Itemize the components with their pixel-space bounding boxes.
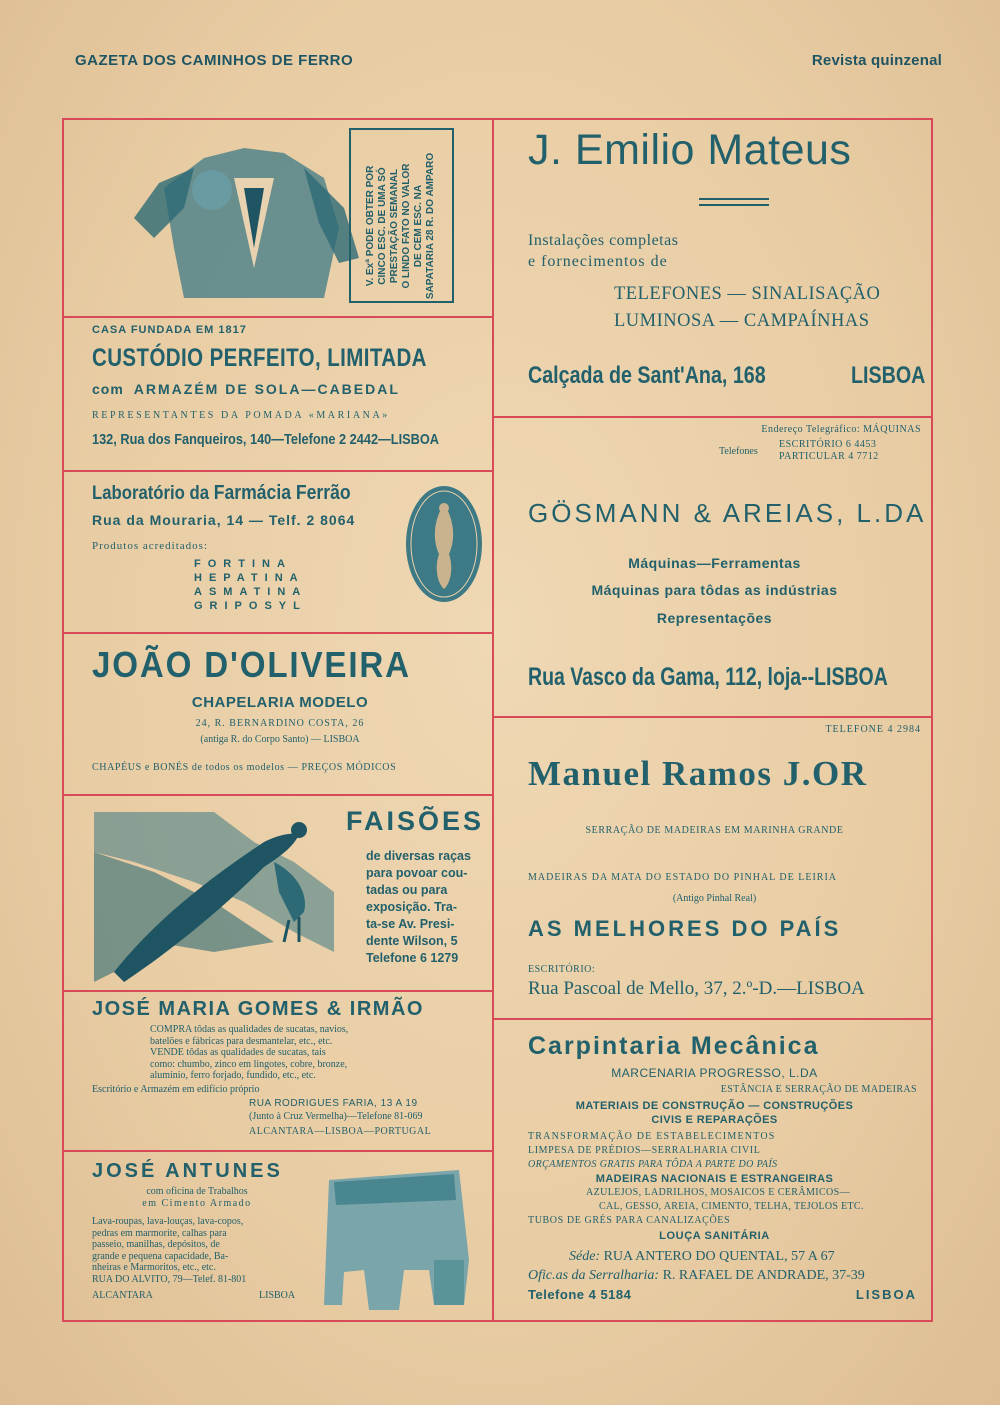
ramos-l3: (Antigo Pinhal Real) <box>672 893 757 904</box>
gomes-address: RUA RODRIGUES FARIA, 13 A 19 <box>249 1098 418 1109</box>
carp-ofic <box>528 1268 865 1284</box>
goddess-medallion-illustration <box>404 484 484 604</box>
ferrao-title-name: Farmácia Ferrão <box>213 482 351 504</box>
mateus-svc2: LUMINOSA — CAMPAÍNHAS <box>614 311 870 331</box>
pheasant-illustration <box>94 802 344 987</box>
ad-carpintaria <box>492 1018 933 1322</box>
tailor-line: CINCO ESC. DE UMA SÓ <box>377 167 388 285</box>
custodio-founded: CASA FUNDADA EM 1817 <box>92 324 247 336</box>
gosmann-phones-label: Telefones <box>719 446 758 457</box>
gosmann-telegraph: Endereço Telegráfico: MÁQUINAS <box>761 424 921 435</box>
carp-l9: CAL, GESSO, AREIA, CIMENTO, TELHA, TEJOLOS ETC. <box>599 1201 864 1212</box>
antunes-line: nheiras e Marmoritos, etc., etc. <box>92 1262 216 1273</box>
oliveira-name: JOÃO D'OLIVEIRA <box>92 644 411 685</box>
ad-mateus <box>492 118 933 418</box>
ramos-l1: SERRAÇÃO DE MADEIRAS EM MARINHA GRANDE <box>585 825 844 836</box>
journal-title: GAZETA DOS CAMINHOS DE FERRO <box>75 52 354 69</box>
ad-oliveira <box>62 632 494 796</box>
ferrao-product: HEPATINA <box>194 572 305 584</box>
antunes-line: Lava-roupas, lava-louças, lava-copos, <box>92 1216 244 1227</box>
custodio-reps: REPRESENTANTES DA POMADA «MARIANA» <box>92 410 390 421</box>
carp-l1: ESTÂNCIA E SERRAÇÃO DE MADEIRAS <box>720 1084 917 1095</box>
ad-antunes <box>62 1150 494 1322</box>
ferrao-product: ASMATINA <box>194 586 308 598</box>
gomes-line: VENDE tôdas as qualidades de sucatas, tais <box>150 1047 326 1058</box>
ferrao-product: FORTINA <box>194 558 292 570</box>
mateus-line2: e fornecimentos de <box>528 253 668 270</box>
gomes-line: alumínio, ferro forjado, fundido, etc., etc. <box>150 1070 316 1081</box>
gomes-city: ALCANTARA—LISBOA—PORTUGAL <box>249 1126 432 1137</box>
faisoes-line: Telefone 6 1279 <box>366 951 459 965</box>
mateus-divider <box>699 204 769 206</box>
ferrao-title <box>92 482 351 505</box>
cement-tub-illustration <box>314 1160 479 1315</box>
antunes-line: pedras em marmorite, calhas para <box>92 1227 227 1239</box>
antunes-sub1: com oficina de Trabalhos <box>146 1186 248 1197</box>
gomes-line: COMPRA tôdas as qualidades de sucatas, navios, <box>150 1024 349 1035</box>
antunes-sub2: em Cimento Armado <box>142 1198 252 1209</box>
mateus-city: LISBOA <box>851 362 926 389</box>
carp-ofic-label: Ofic.as da Serralharia: <box>528 1268 660 1283</box>
ferrao-product: GRIPOSYL <box>194 600 307 612</box>
custodio-with-text: ARMAZÉM DE SOLA—CABEDAL <box>133 381 400 397</box>
ad-gosmann <box>492 416 933 718</box>
gosmann-l2: Máquinas para tôdas as indústrias <box>591 582 838 598</box>
faisoes-line: ta-se Av. Presi- <box>366 917 455 931</box>
oliveira-old: (antiga R. do Corpo Santo) — LISBOA <box>200 734 360 745</box>
custodio-address: 132, Rua dos Fanqueiros, 140—Telefone 2 2442—LISBOA <box>92 431 439 448</box>
oliveira-address: 24, R. BERNARDINO COSTA, 26 <box>195 718 365 729</box>
tailor-text-panel <box>349 128 454 303</box>
carp-l2: MATERIAIS DE CONSTRUÇÃO — CONSTRUÇÕES <box>575 1100 854 1112</box>
gomes-line: como: chumbo, zinco em lingotes, cobre, bronze, <box>150 1058 348 1070</box>
antunes-city-left: ALCANTARA <box>92 1290 153 1301</box>
carp-l10: TUBOS DE GRÉS PARA CANALIZAÇÕES <box>528 1215 731 1226</box>
faisoes-line: para povoar cou- <box>366 866 468 880</box>
mateus-divider <box>699 198 769 200</box>
mateus-address: Calçada de Sant'Ana, 168 <box>528 362 766 389</box>
ramos-l2: MADEIRAS DA MATA DO ESTADO DO PINHAL DE LEIRIA <box>528 872 838 883</box>
carp-l4: TRANSFORMAÇÃO DE ESTABELECIMENTOS <box>528 1131 776 1142</box>
mateus-svc1: TELEFONES — SINALISAÇÃO <box>614 284 881 304</box>
gosmann-phone2: PARTICULAR 4 7712 <box>779 451 879 462</box>
tailor-line: PRESTAÇÃO SEMANAL <box>389 168 400 284</box>
ad-tailor <box>62 118 494 318</box>
gomes-body <box>150 1024 348 1082</box>
gomes-name: JOSÉ MARIA GOMES & IRMÃO <box>92 998 424 1020</box>
faisoes-line: exposição. Tra- <box>366 900 458 914</box>
antunes-line: grande e pequena capacidade, Ba- <box>92 1250 229 1262</box>
custodio-with-prefix: com <box>92 381 124 397</box>
antunes-body <box>92 1216 243 1274</box>
ramos-address: Rua Pascoal de Mello, 37, 2.º-D.—LISBOA <box>528 978 865 999</box>
custodio-with <box>92 381 400 397</box>
ramos-slogan: AS MELHORES DO PAÍS <box>528 916 842 941</box>
carp-city: LISBOA <box>855 1287 917 1302</box>
faisoes-body <box>366 848 484 967</box>
ferrao-address: Rua da Mouraria, 14 — Telf. 2 8064 <box>92 512 356 528</box>
ramos-phone: TELEFONE 4 2984 <box>825 724 921 735</box>
tailor-line: V. Exª PODE OBTER POR <box>365 165 376 287</box>
tailor-line: DE CEM ESC. NA <box>413 184 424 268</box>
carp-l8: AZULEJOS, LADRILHOS, MOSAICOS E CERÂMICOS— <box>586 1187 851 1198</box>
gomes-address2: (Junto à Cruz Vermelha)—Telefone 81-069 <box>249 1111 423 1122</box>
gosmann-address: Rua Vasco da Gama, 112, loja--LISBOA <box>528 663 888 691</box>
antunes-line: passeio, manilhas, depósitos, de <box>92 1239 220 1250</box>
faisoes-line: dente Wilson, 5 <box>366 934 458 948</box>
oliveira-sub: CHAPELARIA MODELO <box>191 694 369 711</box>
carp-sede-label: Séde: <box>569 1249 601 1264</box>
gosmann-phone1: ESCRITÓRIO 6 4453 <box>779 439 877 450</box>
gomes-office: Escritório e Armazém em edifício próprio <box>92 1084 260 1095</box>
carp-name: Carpintaria Mecânica <box>528 1032 820 1060</box>
antunes-name: JOSÉ ANTUNES <box>92 1160 283 1182</box>
gomes-line: batelões e fábricas para desmantelar, etc., etc. <box>150 1035 333 1047</box>
carp-l5: LIMPESA DE PRÉDIOS—SERRALHARIA CIVIL <box>528 1145 761 1156</box>
faisoes-line: tadas ou para <box>366 883 448 897</box>
carp-l6: ORÇAMENTOS GRATIS PARA TÔDA A PARTE DO PAÍS <box>528 1159 778 1170</box>
mateus-line1: Instalações completas <box>528 232 679 249</box>
antunes-address: RUA DO ALVITO, 79—Telef. 81-801 <box>92 1274 247 1285</box>
gosmann-name: GÖSMANN & AREIAS, L.DA <box>528 498 927 528</box>
carp-l3: CIVIS E REPARAÇÕES <box>651 1114 778 1126</box>
ramos-name: Manuel Ramos J.OR <box>528 754 868 793</box>
carp-ofic-address: R. RAFAEL DE ANDRADE, 37-39 <box>662 1268 865 1283</box>
man-in-suit-illustration <box>124 128 364 308</box>
ramos-office-label: ESCRITÓRIO: <box>528 964 596 975</box>
carp-phone: Telefone 4 5184 <box>528 1287 632 1302</box>
antunes-city-right: LISBOA <box>259 1290 296 1301</box>
carp-l11: LOUÇA SANITÁRIA <box>659 1230 770 1242</box>
custodio-name: CUSTÓDIO PERFEITO, LIMITADA <box>92 344 427 372</box>
tailor-line: SAPATARIA 28 R. DO AMPARO <box>425 152 436 300</box>
carp-sede-address: RUA ANTERO DO QUENTAL, 57 A 67 <box>603 1249 835 1264</box>
faisoes-line: de diversas raças <box>366 849 471 863</box>
faisoes-title: FAISÕES <box>346 806 485 836</box>
ferrao-title-pre: Laboratório da <box>92 483 210 504</box>
gosmann-l1: Máquinas—Ferramentas <box>628 555 801 571</box>
ferrao-products-label: Produtos acreditados: <box>92 540 209 552</box>
gosmann-l3: Representações <box>656 610 773 626</box>
carp-sede <box>569 1249 835 1265</box>
ad-gomes <box>62 990 494 1152</box>
carp-l7: MADEIRAS NACIONAIS E ESTRANGEIRAS <box>595 1173 834 1185</box>
mateus-name: J. Emilio Mateus <box>528 126 852 174</box>
ad-custodio <box>62 316 494 472</box>
oliveira-tagline: CHAPÉUS e BONÉS de todos os modelos — PREÇOS MÓDICOS <box>92 762 397 773</box>
tailor-line: O LINDO FATO NO VALOR <box>401 163 412 289</box>
carp-sub: MARCENARIA PROGRESSO, L.DA <box>611 1066 818 1080</box>
ad-ramos <box>492 716 933 1020</box>
ad-ferrao <box>62 470 494 634</box>
journal-subtitle: Revista quinzenal <box>811 52 942 69</box>
ad-faisoes <box>62 794 494 992</box>
